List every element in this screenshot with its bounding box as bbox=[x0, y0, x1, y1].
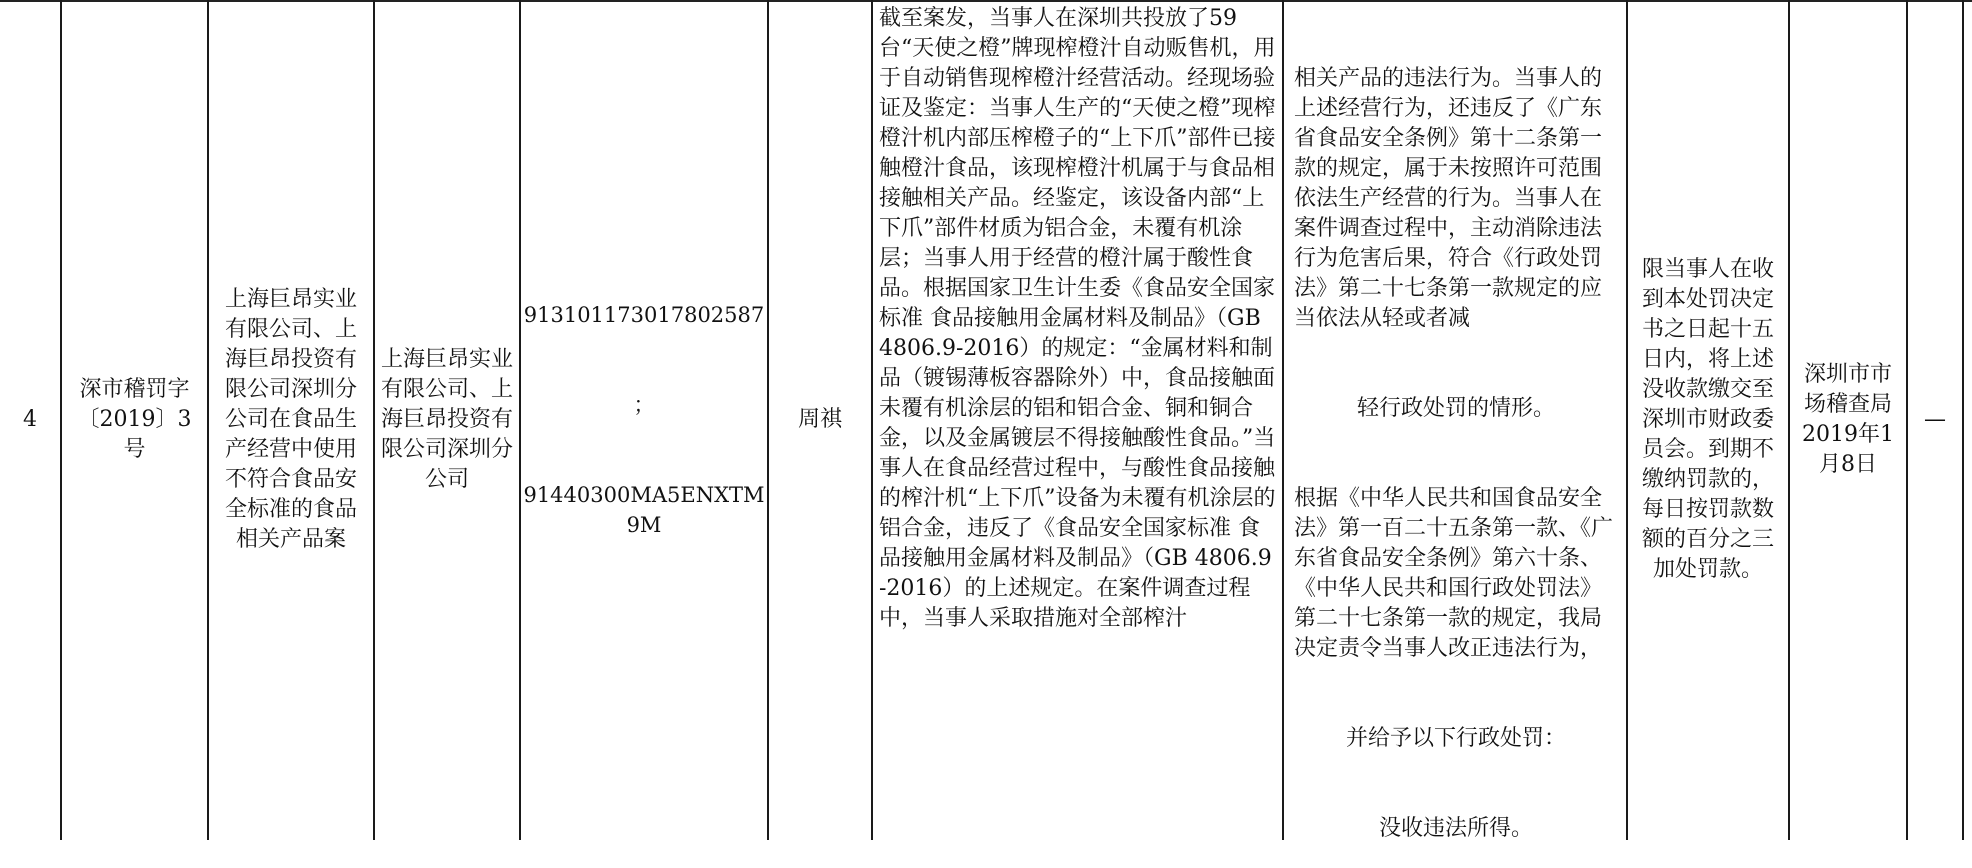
cell-facts bbox=[871, 0, 1284, 840]
credit-code-1: 913101173017802587 bbox=[523, 303, 765, 327]
row-index: 4 bbox=[23, 407, 37, 432]
authority-date: 深圳市市场稽查局2019年1月8日 bbox=[1802, 362, 1894, 477]
credit-code-2: 91440300MA5ENXTM9M bbox=[523, 483, 765, 537]
basis-paragraph-4: 并给予以下行政处罚： bbox=[1345, 726, 1566, 751]
party-name: 上海巨昂实业有限公司、上海巨昂投资有限公司深圳分公司 bbox=[381, 347, 514, 492]
cell-credit-code bbox=[521, 0, 769, 840]
cell-index bbox=[0, 0, 62, 840]
facts-text: 截至案发，当事人在深圳共投放了59台“天使之橙”牌现榨橙汁自动贩售机，用于自动销售现榨橙汁经营活动。经现场验证及鉴定：当事人生产的“天使之橙”现榨橙汁机内部压榨橙子的“上下爪”部件已接触橙汁食品，该现榨橙汁机属于与食品相接触相关产品。经鉴定，该设备内部“上下爪”部件材质为铝合金，未覆有机涂层；当事人用于经营的橙汁属于酸性食品。根据国家卫生计生委《食品安全国家标准 食品接触用金属材料及制品》（GB 4806.9-2016）的规定：“金属材料和制品（镀锡薄板容器除外）中，食品接触面未覆有机涂层的铝和铝合金、铜和铜合金，以及金属镀层不得接触酸性食品。”当事人在食品经营过程中，与酸性食品接触的榨汁机“上下爪”设备为未覆有机涂层的铝合金，违反了《食品安全国家标准 食品接触用金属材料及制品》（GB 4806.9-2016）的上述规定。在案件调查过程中，当事人采取措施对全部榨汁 bbox=[879, 6, 1276, 631]
basis-paragraph-1: 相关产品的违法行为。当事人的上述经营行为，还违反了《广东省食品安全条例》第十二条第一款的规定，属于未按照许可范围依法生产经营的行为。当事人在案件调查过程中，主动消除违法行为危害后果，符合《行政处罚法》第二十七条第一款规定的应当依法从轻或者减 bbox=[1294, 66, 1603, 331]
cell-remarks bbox=[1908, 0, 1964, 840]
cell-party-name bbox=[375, 0, 521, 840]
case-number: 深市稽罚字〔2019〕3号 bbox=[77, 377, 192, 462]
basis-paragraph-2: 轻行政处罚的情形。 bbox=[1356, 396, 1555, 421]
cell-case-name bbox=[209, 0, 375, 840]
performance-text: 限当事人在收到本处罚决定书之日起十五日内，将上述没收款缴交至深圳市财政委员会。到期不缴纳罚款的，每日按罚款数额的百分之三加处罚款。 bbox=[1642, 257, 1775, 582]
cell-performance bbox=[1628, 0, 1790, 840]
cell-legal-representative bbox=[769, 0, 873, 840]
basis-paragraph-5: 没收违法所得。 bbox=[1378, 816, 1533, 840]
credit-code-separator: ； bbox=[633, 393, 655, 417]
cell-basis bbox=[1284, 0, 1628, 840]
case-name: 上海巨昂实业有限公司、上海巨昂投资有限公司深圳分公司在食品生产经营中使用不符合食品安全标准的食品相关产品案 bbox=[224, 287, 357, 552]
cell-authority-date bbox=[1790, 0, 1908, 840]
cell-case-number bbox=[62, 0, 209, 840]
legal-representative: 周祺 bbox=[797, 407, 842, 432]
remarks: — bbox=[1924, 407, 1946, 432]
basis-paragraph-3: 根据《中华人民共和国食品安全法》第一百二十五条第一款、《广东省食品安全条例》第六十条、《中华人民共和国行政处罚法》第二十七条第一款的规定，我局决定责令当事人改正违法行为， bbox=[1294, 486, 1614, 661]
